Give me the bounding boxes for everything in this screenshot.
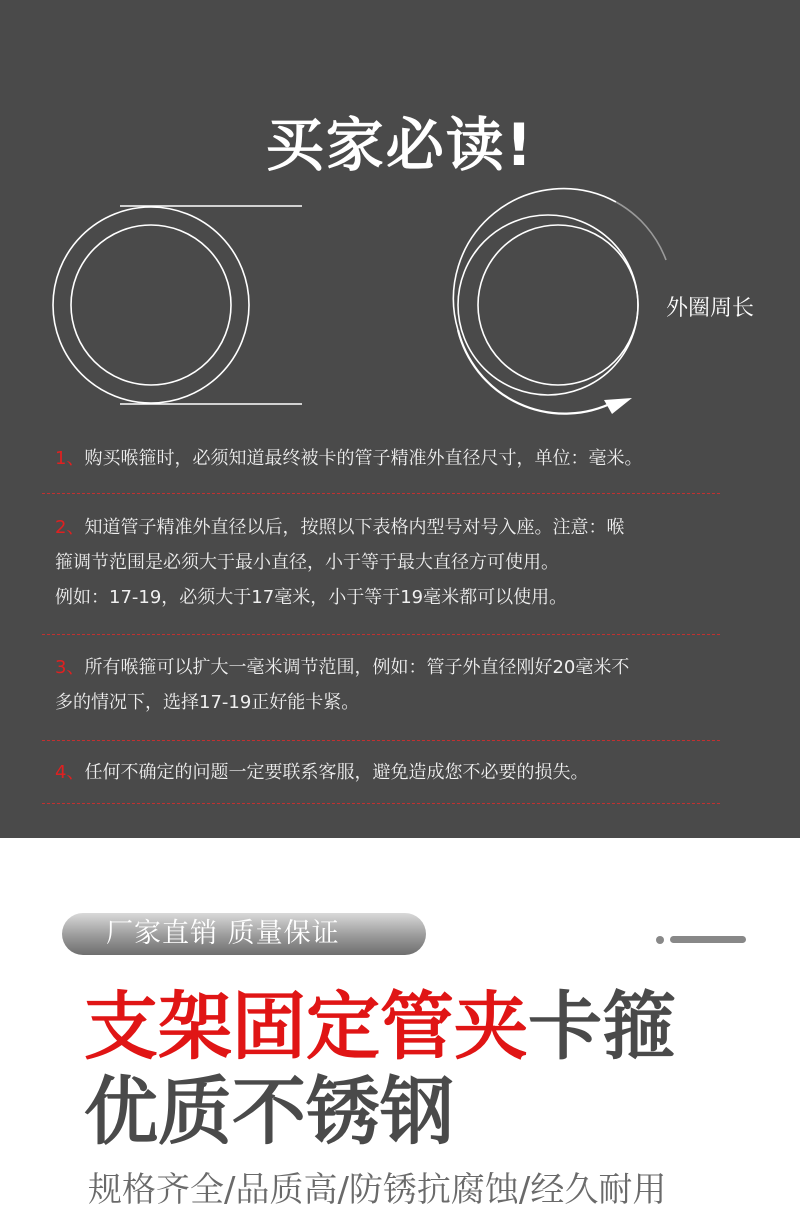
note-4 [55,755,725,790]
note-number: 3、 [55,657,85,678]
divider [42,740,720,741]
product-headline [84,985,676,1069]
note-2 [55,510,725,615]
note-line: 任何不确定的问题一定要联系客服，避免造成您不必要的损失。 [84,762,589,783]
note-line: 箍调节范围是必须大于最小直径，小于等于最大直径方可使用。 [55,552,559,573]
divider [42,493,720,494]
decorative-dot [656,936,664,944]
note-number: 2、 [55,517,85,538]
note-1 [55,441,725,476]
factory-direct-badge: 厂家直销 质量保证 [62,913,426,955]
note-line: 例如：17-19，必须大于17毫米，小于等于19毫米都可以使用。 [55,587,568,608]
note-line: 多的情况下，选择17-19正好能卡紧。 [55,692,360,713]
product-tagline: 规格齐全/品质高/防锈抗腐蚀/经久耐用 [88,1170,667,1210]
note-3 [55,650,725,720]
decorative-bar [670,936,746,943]
left-pipe-figure [53,206,302,404]
note-number: 1、 [55,448,85,469]
note-line: 购买喉箍时，必须知道最终被卡的管子精准外直径尺寸，单位：毫米。 [84,448,643,469]
note-number: 4、 [55,762,85,783]
page-title: 买家必读! [265,111,535,179]
headline-gray-text: 卡箍 [528,984,676,1070]
divider [42,634,720,635]
headline-red-text: 支架固定管夹 [84,984,528,1070]
note-line: 知道管子精准外直径以后，按照以下表格内型号对号入座。注意：喉 [84,517,625,538]
outer-circumference-label: 外圈周长 [666,296,755,321]
arrow-head [604,398,632,414]
product-subheadline: 优质不锈钢 [84,1069,454,1155]
right-ring-figure [453,189,666,414]
divider [42,803,720,804]
note-line: 所有喉箍可以扩大一毫米调节范围，例如：管子外直径刚好20毫米不 [84,657,630,678]
